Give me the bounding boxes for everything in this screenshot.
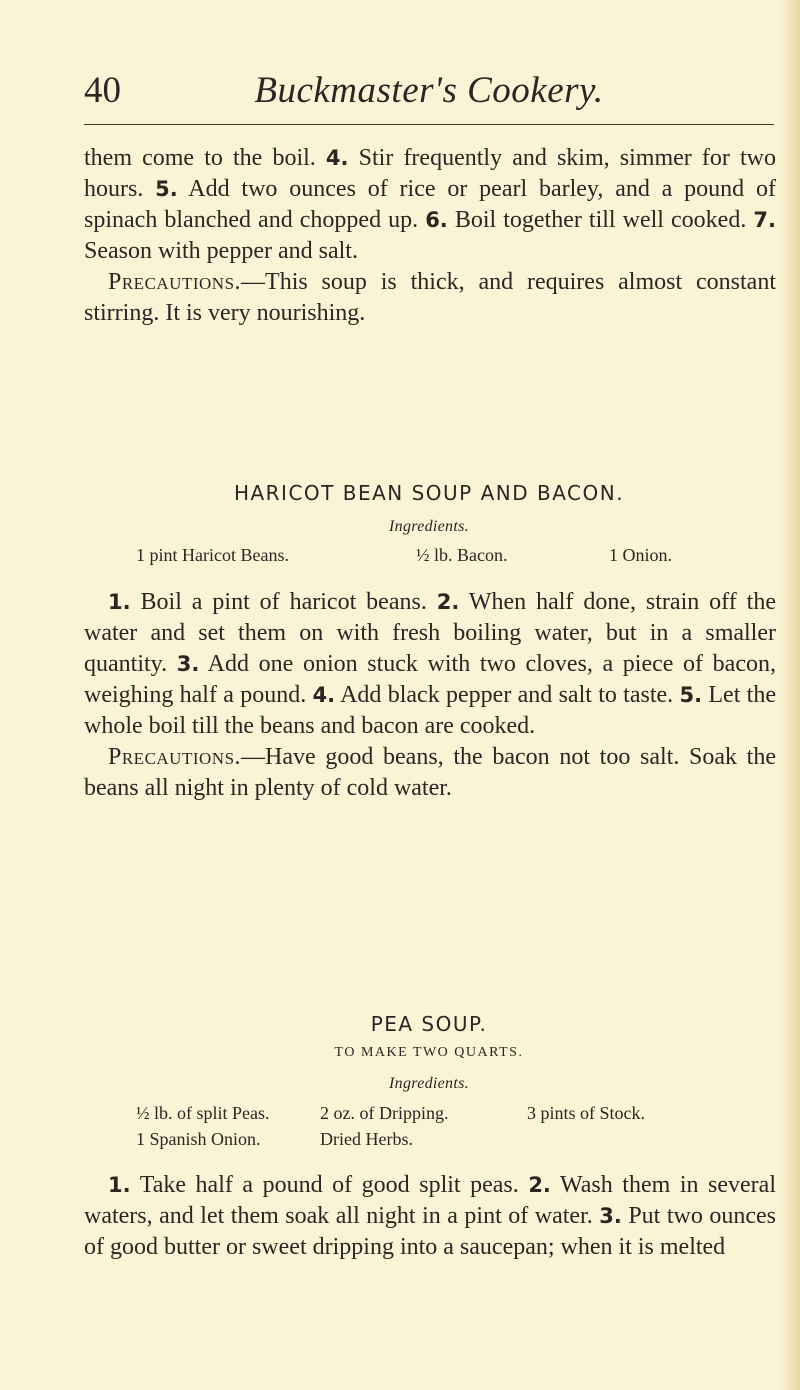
haricot-section <box>84 587 776 804</box>
precautions-text: —Have good beans, the bacon not too salt. Soak the beans all night in plenty of cold water. <box>84 744 776 801</box>
step-text: Boil together till well cooked. <box>447 207 754 233</box>
haricot-precautions <box>84 742 776 804</box>
step-text: Put two ounces of good butter or sweet dripping into a saucepan; when it is melted <box>84 1203 776 1260</box>
step-number: 5. <box>679 683 703 707</box>
recipe-title-haricot: HARICOT BEAN SOUP AND BACON. <box>233 481 625 505</box>
pea-section <box>84 1170 776 1263</box>
ingredient-item: 1 Spanish Onion. <box>136 1129 261 1149</box>
ingredients-label-pea: Ingredients. <box>389 1075 469 1092</box>
step-number: 4. <box>325 146 349 170</box>
ingredient-item: 2 oz. of Dripping. <box>320 1103 449 1123</box>
haricot-steps <box>84 587 776 742</box>
step-number: 7. <box>753 208 776 232</box>
ingredient-item: 1 pint Haricot Beans. <box>136 545 289 565</box>
intro-section <box>84 143 776 329</box>
step-text: Boil a pint of haricot beans. <box>130 589 437 615</box>
pea-steps <box>84 1170 776 1263</box>
step-text: Add two ounces of rice or pearl barley, and a pound of spinach blanched and chopped up. <box>84 176 776 233</box>
step-text: Wash them in several waters, and let them soak all night in a pint of water. <box>84 1172 776 1229</box>
intro-paragraph <box>84 143 776 267</box>
page-edge-shadow <box>778 0 800 1390</box>
step-number: 3. <box>176 652 200 676</box>
step-text: When half done, strain off the water and set them on with fresh boiling water, but in a smaller quantity. <box>84 589 776 677</box>
step-number: 1. <box>108 590 131 614</box>
step-text: Stir frequently and skim, simmer for two hours. <box>84 145 776 202</box>
recipe-subtitle-pea: TO MAKE TWO QUARTS. <box>334 1045 524 1060</box>
intro-precautions <box>84 267 776 329</box>
step-text: Let the whole boil till the beans and bacon are cooked. <box>84 682 776 739</box>
precautions-label: Precautions. <box>108 744 242 770</box>
step-number: 5. <box>155 177 178 201</box>
page-number: 40 <box>84 70 121 111</box>
step-number: 2. <box>528 1173 551 1197</box>
ingredient-item: ½ lb. of split Peas. <box>136 1103 270 1123</box>
precautions-text: —This soup is thick, and requires almost constant stirring. It is very nourishing. <box>84 269 776 326</box>
step-text: them come to the boil. <box>84 145 326 171</box>
step-number: 1. <box>108 1173 131 1197</box>
precautions-label: Precautions. <box>108 269 242 295</box>
step-text: Take half a pound of good split peas. <box>130 1172 529 1198</box>
ingredients-label-haricot: Ingredients. <box>389 518 469 535</box>
running-title: Buckmaster's Cookery. <box>254 70 604 111</box>
step-number: 3. <box>599 1204 622 1228</box>
header-rule <box>84 124 774 125</box>
ingredient-item: 3 pints of Stock. <box>527 1103 646 1123</box>
step-text: Season with pepper and salt. <box>84 238 358 264</box>
page-header <box>84 66 774 116</box>
ingredient-item: 1 Onion. <box>609 545 672 565</box>
step-number: 4. <box>312 683 336 707</box>
recipe-title-pea: PEA SOUP. <box>370 1012 488 1036</box>
step-text: Add one onion stuck with two cloves, a piece of bacon, weighing half a pound. <box>84 651 776 708</box>
step-number: 6. <box>425 208 448 232</box>
ingredient-item: Dried Herbs. <box>320 1129 413 1149</box>
ingredient-item: ½ lb. Bacon. <box>416 545 508 565</box>
step-number: 2. <box>436 590 460 614</box>
step-text: Add black pepper and salt to taste. <box>335 682 680 708</box>
